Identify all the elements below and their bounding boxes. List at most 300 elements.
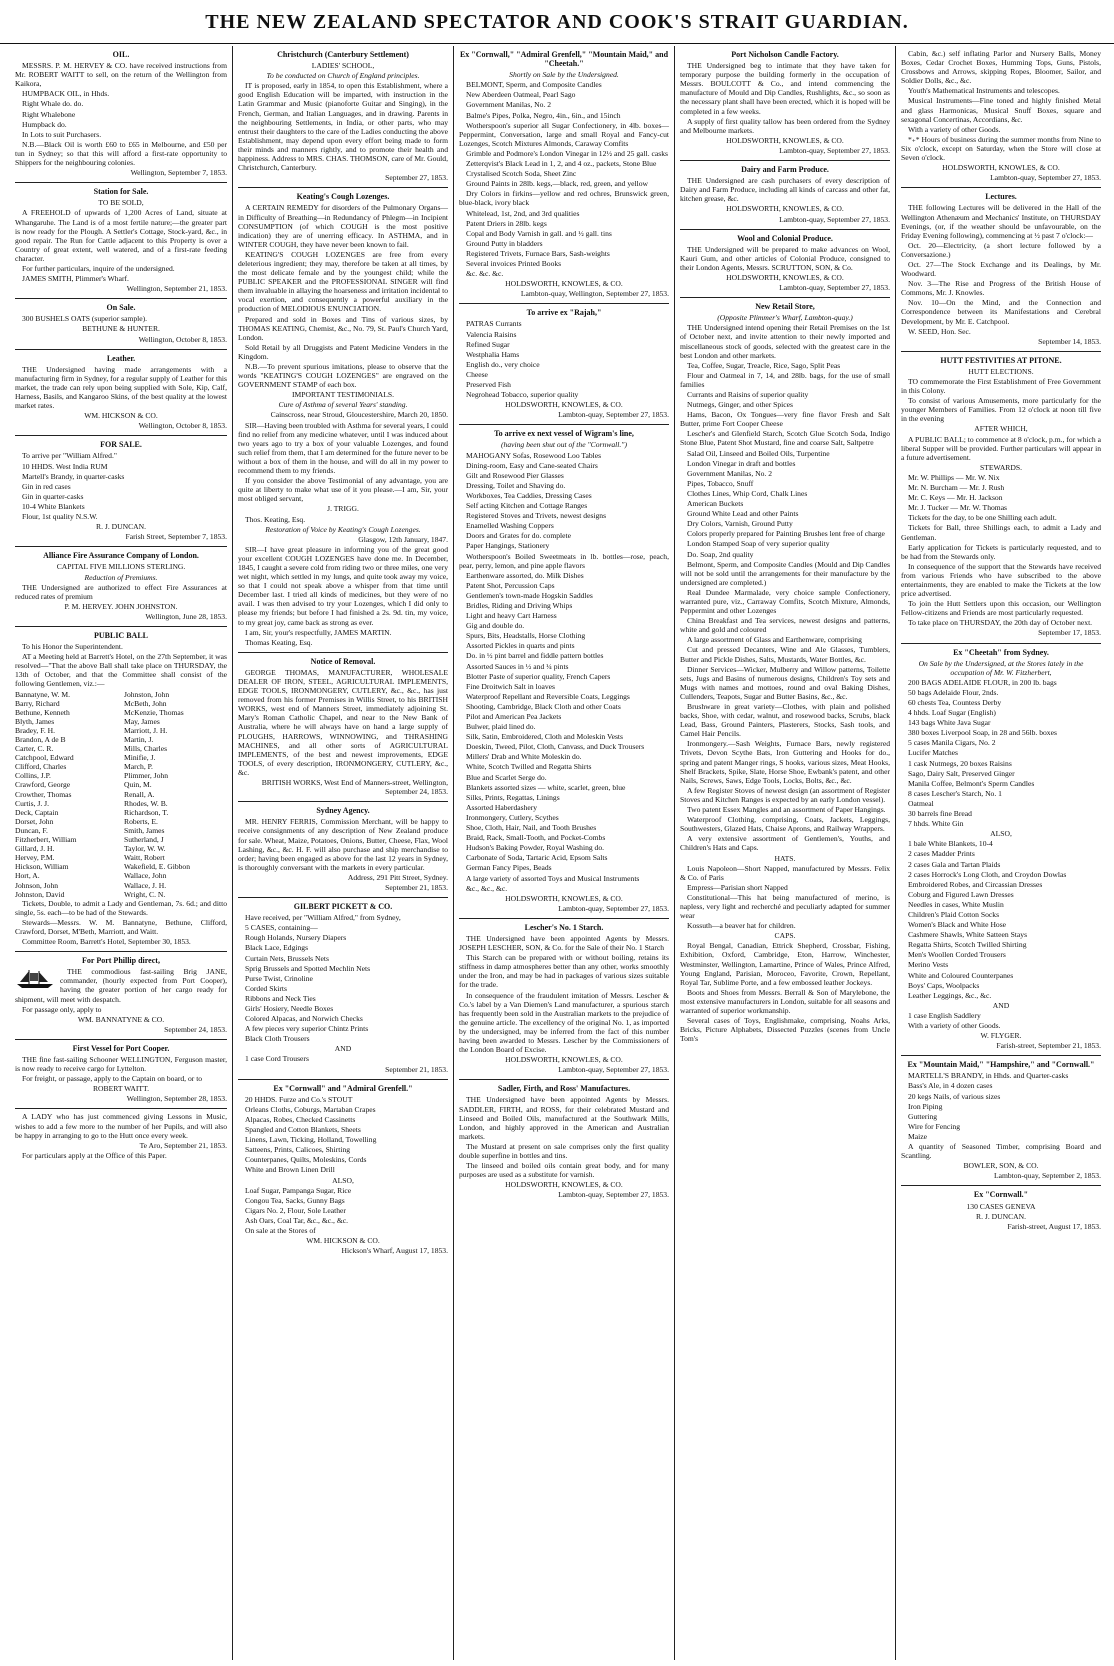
committee-name: Wallace, J. H. <box>124 880 167 890</box>
ad-line: The Mustard at present on sale comprises only the first quality double superfine in bottles and tins. <box>459 1141 669 1161</box>
ad-line: Wellington, September 7, 1853. <box>130 168 227 178</box>
ad-line: Registered Trivets, Furnace Bars, Sash-weights <box>466 248 610 258</box>
ad-line: N.B.—Black Oil is worth £60 to £65 in Melbourne, and £50 per tun in Sydney; so that this will afford a first-rate opportunity to Shippers for the neighbouring colonies. <box>15 139 227 168</box>
ad-line: Humpback do. <box>22 119 67 129</box>
ad-line: Reduction of Premiums. <box>84 572 158 582</box>
committee-name: Dorset, John <box>15 816 54 826</box>
committee-name: Fitzherbert, William <box>15 835 77 845</box>
ad-line: Merino Vests <box>908 960 949 970</box>
ad-line: I am, Sir, your's respectfully, JAMES MARTIN. <box>245 627 392 637</box>
ad-line: Doors and Grates for do. complete <box>466 531 572 541</box>
ad-line: LADIES' SCHOOL, <box>311 61 375 71</box>
ad-line: A large assortment of Glass and Earthenware, comprising <box>687 635 862 645</box>
ad-line: Shooting, Cambridge, Black Cloth and other Coats <box>466 701 621 711</box>
ad-heading: On Sale. <box>106 303 136 313</box>
ad-body <box>238 668 448 796</box>
ad-line: Ground Putty in bladders <box>466 238 543 248</box>
committee-row <box>15 808 227 817</box>
ad-line: THE Undersigned will be prepared to make advances on Wool, Kauri Gum, and other articles of Colonial Produce, consigned to their London Agents, Messrs. SCRUTTON, SON, & Co. <box>680 244 890 272</box>
ad-line: London Vinegar in draft and bottles <box>687 458 796 468</box>
ad-line: Ground White Lead and other Paints <box>687 509 799 519</box>
ad-line: Thomas Keating, Esq. <box>245 637 313 647</box>
ad-line: THE Undersigned having made arrangements with a manufacturing firm in Sydney, for a regular supply of Leather for this market, the trade can rely upon being supplied with Sole, Kip, Calf, Harness, Basils, and Kangaroo Skins, of the best quality at the lowest market rates. <box>15 364 227 411</box>
ad-line: HOLDSWORTH, KNOWLES, & CO. <box>726 272 844 282</box>
advertisement <box>15 952 227 1040</box>
ad-body <box>459 440 669 912</box>
ad-line: Cure of Asthma of several Years' standing. <box>278 400 408 410</box>
ad-line: THE Undersigned are authorized to effect Fire Assurances at reduced rates of premium <box>15 582 227 601</box>
column-5 <box>895 46 1106 1660</box>
advertisement <box>459 919 669 1081</box>
ad-line: MESSRS. P. M. HERVEY & CO. have received instructions from Mr. ROBERT WAITT to sell, on the return of the Wellington from Kaikora, <box>15 61 227 89</box>
advertisement <box>680 46 890 161</box>
ad-line: To his Honor the Superintendent. <box>22 642 123 652</box>
ad-line: A very extensive assortment of Gentlemen's, Youths, and Children's Hats and Caps. <box>680 834 890 853</box>
ad-line: American Buckets <box>687 499 744 509</box>
ad-line: Doeskin, Tweed, Pilot, Cloth, Canvass, and Duck Trousers <box>466 742 645 752</box>
ad-line: MR. HENRY FERRIS, Commission Merchant, will be happy to receive consignments of any description of New Zealand produce for sale. Wheat, Maize, Potatoes, Onions, Butter, Cheese, Flax, Wool Lashing, &c., &c. H. F. will also purchase and ship merchandise to order; having been engaged as above for the last 12 years in Sydney, is thoroughly conversant with the markets in every particular. <box>238 817 448 872</box>
committee-name: Wallace, John <box>124 871 167 881</box>
committee-name: Hort, A. <box>15 871 40 881</box>
ad-line: Bridles, Riding and Driving Whips <box>466 600 573 610</box>
advertisement <box>15 350 227 437</box>
masthead <box>0 0 1114 44</box>
ad-line: Black Cloth Trousers <box>245 1034 310 1044</box>
ad-line: Mr. W. Phillips — Mr. W. Nix <box>908 472 1000 482</box>
committee-name: Wright, C. N. <box>124 889 166 899</box>
ad-line: To take place on THURSDAY, the 20th day of October next. <box>908 618 1093 628</box>
ad-line: Silks, Prints, Regattas, Linings <box>466 792 560 802</box>
ad-line: September 24, 1853. <box>164 1024 227 1034</box>
ad-line: Sprig Brussels and Spotted Mechlin Nets <box>245 963 371 973</box>
committee-name: McBeth, John <box>124 698 167 708</box>
ad-line: 1 case English Saddlery <box>908 1010 981 1020</box>
committee-name: Plimmer, John <box>124 771 168 781</box>
ad-line: 10 HHDS. West India RUM <box>22 461 108 471</box>
ad-line: GEORGE THOMAS, MANUFACTURER, WHOLESALE DEALER OF IRON, STEEL, AGRICULTURAL IMPLEMENTS, EDGE TOOLS, IRONMONGERY, CUTLERY, &c., &c., has just removed from his former Premises in Willis Street, to his BRITISH WORKS, west end of Manners Street, immediately adjoining St. Mary's Roman Catholic Chapel, and near to the New Bank of Australia, where he will always have on hand a large supply of PLOUGHS, HARROWS, WINNOWING, and THRASHING MACHINES, and all other sorts of AGRICULTURAL IMPLEMENTS, of the best and newest improvements, EDGE TOOLS, of every description, IRONMONGERY, CUTLERY, &c., &c. <box>238 667 448 777</box>
ad-line: Boots and Shoes from Messrs. Berrall & Son of Marylebone, the most extensive manufacturers in London, suitable for all seasons and warranted of superior workmanship. <box>680 987 890 1015</box>
ad-line: N.B.—To prevent spurious imitations, please to observe that the words "KEATING'S COUGH LOZENGES" are engraved on the GOVERNMENT STAMP of each box. <box>238 362 448 390</box>
ad-body <box>15 365 227 431</box>
committee-name: Johnston, John <box>124 689 170 699</box>
committee-row <box>15 717 227 726</box>
advertisement <box>901 644 1101 1057</box>
committee-name: Bannatyne, W. M. <box>15 689 71 699</box>
ad-heading: GILBERT PICKETT & CO. <box>293 902 393 912</box>
committee-row <box>15 762 227 771</box>
ad-line: Mr. J. Tucker — Mr. W. Thomas <box>908 503 1008 513</box>
advertisement <box>15 627 227 952</box>
ad-line: To consist of various Amusements, more particularly for the younger Members of Families. From 12 o'clock at noon till five in the evening <box>901 396 1101 424</box>
ad-line: Committee Room, Barrett's Hotel, September 30, 1853. <box>22 937 191 947</box>
ad-line: Waterproof Repellant and Reversible Coats, Leggings <box>466 691 630 701</box>
ad-line: Bulwer, plaid lined do. <box>466 722 536 732</box>
advertisement <box>15 46 227 183</box>
advertisement <box>459 304 669 425</box>
ad-line: Nov. 3—The Rise and Progress of the British House of Commons, Mr. J. Knowles. <box>901 279 1101 298</box>
ad-line: 20 HHDS. Furze and Co.'s STOUT <box>245 1094 353 1104</box>
ad-line: Congou Tea, Sacks, Gunny Bags <box>245 1195 345 1205</box>
ad-heading: Ex "Cornwall," "Admiral Grenfell," "Mountain Maid," and "Cheetah." <box>459 50 669 69</box>
ad-line: J. TRIGG. <box>327 504 359 514</box>
ad-line: BELMONT, Sperm, and Composite Candles <box>466 80 602 90</box>
ad-line: Negrohead Tobacco, superior quality <box>466 390 579 400</box>
committee-row <box>15 835 227 844</box>
ad-line: Flour, 1st quality N.S.W. <box>22 512 98 522</box>
ad-line: AFTER WHICH, <box>974 424 1028 434</box>
ad-line: Guttering <box>908 1111 938 1121</box>
ad-line: W. SEED, Hon. Sec. <box>908 326 971 336</box>
committee-name: Gillard, J. H. <box>15 844 55 854</box>
ad-line: Wellington, October 8, 1853. <box>138 421 227 431</box>
column-2 <box>232 46 453 1660</box>
committee-name: Smith, James <box>124 825 165 835</box>
committee-name: Marriott, J. H. <box>124 725 168 735</box>
ad-line: Silk, Satin, Embroidered, Cloth and Moleskin Vests <box>466 732 624 742</box>
committee-row <box>15 817 227 826</box>
ad-body <box>15 642 227 946</box>
ad-line: Light and heavy Cart Harness <box>466 611 557 621</box>
ad-line: 130 CASES GENEVA <box>966 1201 1036 1211</box>
ad-line: Musical Instruments—Fine toned and highly finished Metal and glass Harmonicas, Musical Snuff Boxes, square and sexagonal Concertinas, Accordians, &c. <box>901 96 1101 124</box>
ad-line: Valencia Raisins <box>466 329 517 339</box>
committee-name: Bradey, F. H. <box>15 725 56 735</box>
ad-body <box>15 1055 227 1103</box>
ad-heading: OIL. <box>112 50 130 59</box>
ad-line: Lambton-quay, September 27, 1853. <box>558 1190 669 1200</box>
ad-line: Women's Black and White Hose <box>908 920 1007 930</box>
ad-line: Earthenware assorted, do. Milk Dishes <box>466 570 584 580</box>
ad-line: Currants and Raisins of superior quality <box>687 390 809 399</box>
ad-line: 2 cases Gala and Tartan Plaids <box>908 859 1001 869</box>
ad-line: ALSO, <box>332 1175 354 1185</box>
ad-line: 2 cases Horrock's Long Cloth, and Croydon Dowlas <box>908 869 1067 879</box>
ad-body <box>238 61 448 182</box>
ad-body <box>680 176 890 223</box>
committee-name: Quin, M. <box>124 780 152 790</box>
ad-line: For further particulars, inquire of the undersigned. <box>22 263 175 273</box>
committee-row <box>15 726 227 735</box>
ad-line: HOLDSWORTH, KNOWLES, & CO. <box>942 163 1060 173</box>
newspaper-columns <box>10 46 1106 1660</box>
committee-name: Mills, Charles <box>124 744 168 754</box>
committee-name: Renall, A. <box>124 789 155 799</box>
advertisement <box>238 898 448 1080</box>
ad-body <box>238 817 448 892</box>
ad-line: With a variety of other Goods. <box>908 124 1001 134</box>
committee-row <box>15 826 227 835</box>
committee-name: Curtis, J. J. <box>15 798 49 808</box>
ad-line: Millers' Drab and White Moleskin do. <box>466 752 582 762</box>
ad-line: HOLDSWORTH, KNOWLES, & CO. <box>505 400 623 410</box>
ad-heading: Wool and Colonial Produce. <box>737 233 833 243</box>
column-4 <box>674 46 895 1660</box>
committee-row <box>15 871 227 880</box>
ad-line: 300 BUSHELS OATS (superior sample). <box>22 314 148 324</box>
ad-body <box>15 314 227 343</box>
committee-row <box>15 890 227 899</box>
ad-line: Sago, Dairy Salt, Preserved Ginger <box>908 768 1015 778</box>
advertisement <box>901 1056 1101 1186</box>
ad-line: Oct. 27—The Stock Exchange and its Dealings, by Mr. Woodward. <box>901 259 1101 279</box>
ad-line: For particulars apply at the Office of this Paper. <box>22 1150 167 1160</box>
ad-line: Dry Colors, Varnish, Ground Putty <box>687 519 793 529</box>
ad-line: Ironmongery.—Sash Weights, Furnace Bars, newly registered Trivets, Devon Scythe Bats, Iron Guttering and Hooks for do., spring and patent Manger rings, S hooks, various sizes, Meat Hooks, Shelf Brackets, Spike, Slate, Horse Shoe, Ewbank's patent, and other Nails, Screws, Saws, Edge Tools, Locks, Bolts, &c., &c. <box>680 739 890 785</box>
committee-row <box>15 790 227 799</box>
ad-line: Curtain Nets, Brussels Nets <box>245 953 329 963</box>
committee-row <box>15 771 227 780</box>
ad-line: *₊* Hours of business during the summer months from Nine to Six o'clock, except on Saturday, when the Store will close at Seven o'clock. <box>901 134 1101 163</box>
ad-line: BOWLER, SON, & CO. <box>963 1161 1039 1171</box>
ad-body <box>459 319 669 419</box>
ad-line: Lambton-quay, September 27, 1853. <box>779 214 890 224</box>
ad-line: Regatta Shirts, Scotch Twilled Shirting <box>908 940 1027 950</box>
ad-line: Tickets, Double, to admit a Lady and Gentleman, 7s. 6d.; and ditto single, 5s. each—to be had of the Stewards. <box>15 898 227 917</box>
ad-line: Wotherspoon's superior all Sugar Confectionery, in 4lb. boxes—Peppermint, Conversation, large and small Royal and Fancy-cut Lozenges, Scotch Mixtures Almonds, Caraway Comfits <box>459 120 669 148</box>
ad-body <box>680 313 890 1043</box>
advertisement <box>901 46 1101 188</box>
ad-line: Lambton-quay, September 27, 1853. <box>779 283 890 293</box>
advertisement <box>15 1040 227 1110</box>
ad-line: Spangled and Cotton Blankets, Sheets <box>245 1125 361 1135</box>
ad-line: Loaf Sugar, Pampanga Sugar, Rice <box>245 1185 352 1195</box>
ad-line: On sale at the Stores of <box>245 1225 316 1235</box>
ad-line: Flour and Oatmeal in 7, 14, and 28lb. bags, for the use of small families <box>680 370 890 389</box>
committee-name: Minifie, J. <box>124 753 156 763</box>
committee-row <box>15 881 227 890</box>
committee-name: Deck, Captain <box>15 807 59 817</box>
advertisement <box>15 436 227 547</box>
ad-line: HATS. <box>774 853 796 863</box>
ad-line: September 21, 1853. <box>385 882 448 892</box>
ad-line: Glasgow, 12th January, 1847. <box>358 534 448 544</box>
ad-line: Hams, Bacon, Ox Tongues—very fine flavor Fresh and Salt Butter, prime Fort Cooper Cheese <box>680 410 890 429</box>
ad-heading: Ex "Cornwall." <box>973 1190 1029 1200</box>
ad-line: Do. in ½ pint barrel and fiddle pattern bottles <box>466 651 604 661</box>
ad-line: Whitelead, 1st, 2nd, and 3rd qualities <box>466 208 580 218</box>
advertisement <box>901 1186 1101 1235</box>
ad-heading: Lectures. <box>985 192 1017 202</box>
ad-line: Shortly on Sale by the Undersigned. <box>509 70 619 80</box>
ad-line: R. J. DUNCAN. <box>96 522 146 532</box>
ad-line: Ash Oars, Coal Tar, &c., &c., &c. <box>245 1215 348 1225</box>
ad-line: AND <box>992 1000 1010 1010</box>
ad-heading: Sydney Agency. <box>316 806 370 816</box>
advertisement <box>459 1080 669 1204</box>
ad-line: 143 bags White Java Sugar <box>908 718 991 728</box>
ad-line: On Sale by the Undersigned, at the Stores lately in the occupation of Mr. W. Fitzherbert, <box>918 658 1084 677</box>
ad-line: Refined Sugar <box>466 339 510 349</box>
committee-name: Bethune, Kenneth <box>15 707 70 717</box>
ad-line: Assorted Haberdashery <box>466 802 538 812</box>
committee-row <box>15 699 227 708</box>
ad-line: September 14, 1853. <box>1038 336 1101 346</box>
ad-heading: For Port Phillip direct, <box>82 956 160 966</box>
ad-line: THE Undersigned have been appointed Agents by Messrs. SADDLER, FIRTH, and ROSS, for their celebrated Mustard and Linseed and Boiled Oils, manufactured at the Southwark Mills, London, and highly approved in the American and Australian markets. <box>459 1095 669 1141</box>
committee-name: Johnson, John <box>15 880 59 890</box>
ad-line: Dressing, Toilet and Shaving do. <box>466 480 566 490</box>
ad-line: AND <box>334 1044 352 1054</box>
ad-line: Wotherspoon's Boiled Sweetmeats in lb. bottles—rose, peach, pear, perry, lemon, and pine apple flavors <box>459 551 669 570</box>
ad-line: Wire for Fencing <box>908 1121 960 1131</box>
ad-line: A FREEHOLD of upwards of 1,200 Acres of Land, situate at Whangaruhe. The Land is of a most fertile nature;—the greater part is now ready for the Plough. A Settler's Cottage, Stock-yard, &c., in good repair. The Run for Cattle adjacent to this Property is over a Country of great extent, well watered, and of a first-rate feeding character. <box>15 208 227 263</box>
ad-line: Constitutional—This hat being manufactured of merino, is napless, very light and recherché and peculiarly adapted for summer wear <box>680 892 890 921</box>
ad-body <box>459 70 669 298</box>
ad-line: THE following Lectures will be delivered in the Hall of the Wellington Athenæum and Mechanics' Institute, on THURSDAY Evenings, (or, if the weather should be unfavourable, on the Friday Evening following), commencing at ½ past 7 o'clock:— <box>901 203 1101 240</box>
ad-line: Cheese <box>466 369 488 379</box>
ad-line: A quantity of Seasoned Timber, comprising Board and Scantling. <box>901 1142 1101 1161</box>
ad-line: Wellington, September 21, 1853. <box>126 284 227 294</box>
ad-line: Blotter Paste of superior quality, French Capers <box>466 671 611 681</box>
ad-line: In Lots to suit Purchasers. <box>22 129 102 139</box>
ad-body <box>15 198 227 293</box>
ad-line: A supply of first quality tallow has been ordered from the Sydney and Melbourne markets. <box>680 116 890 135</box>
ad-heading: Station for Sale. <box>93 187 149 197</box>
ad-line: Lambton-quay, September 27, 1853. <box>558 1065 669 1075</box>
ad-line: A few pieces very superior Chintz Prints <box>245 1024 369 1034</box>
advertisement <box>680 230 890 299</box>
committee-name: Brandon, A de B <box>15 735 66 744</box>
ad-line: 10-4 White Blankets <box>22 501 85 511</box>
ad-line: ROBERT WAITT. <box>92 1084 150 1094</box>
ad-line: September 17, 1853. <box>1038 628 1101 638</box>
ad-line: To arrive per "William Alfred." <box>22 451 117 461</box>
ad-line: 5 CASES, containing— <box>245 923 318 933</box>
ad-heading: Port Nicholson Candle Factory. <box>731 50 839 59</box>
ad-line: Bass's Ale, in 4 dozen cases <box>908 1081 993 1091</box>
ad-line: THE Undersigned intend opening their Retail Premises on the 1st of October next, and invite attention to their newly imported and miscellaneous stock of goods, selected with the greatest care in the best London and other markets. <box>680 323 890 360</box>
ad-line: German Fancy Pipes, Beads <box>466 863 552 873</box>
committee-name: Hickson, William <box>15 862 69 872</box>
ad-line: Address, 291 Pitt Street, Sydney. <box>347 872 448 882</box>
committee-name: Hervey, P.M. <box>15 853 55 863</box>
ad-body <box>15 562 227 621</box>
advertisement <box>459 425 669 919</box>
ad-line: THE commodious fast-sailing Brig JANE, commander, (hourly expected from Port Cooper), having the greater portion of her cargo ready for shipment, will meet with despatch. <box>15 967 227 1004</box>
ad-line: Several invoices Printed Books <box>466 258 562 268</box>
ad-body <box>459 934 669 1074</box>
ad-line: A few Register Stoves of newest design (an assortment of Register Stoves and Kitchen Ranges is expected by an early London vessel). <box>680 785 890 804</box>
ad-heading: Sadler, Firth, and Ross' Manufactures. <box>497 1084 631 1094</box>
ad-line: In consequence of the fraudulent imitation of Messrs. Lescher & Co.'s label by a Van Diemen's Land manufacturer, a spurious starch has frequently been sold in the Australian markets to the prejudice of the genuine article. The excellency of the original No. 1, as imported by the undersigned, may be inferred from the fact of this number having been awarded to Messrs. Lescher by the Commissioners of the London Board of Excise. <box>459 990 669 1055</box>
ad-line: Grimble and Podmore's London Vinegar in 12½ and 25 gall. casks <box>466 148 668 158</box>
committee-name: Blyth, James <box>15 716 55 726</box>
advertisement <box>901 352 1101 644</box>
ad-line: P. M. HERVEY. JOHN JOHNSTON. <box>64 601 178 611</box>
ad-line: ALSO, <box>990 829 1012 839</box>
ad-line: Brushware in great variety—Clothes, with plain and polished backs, Shoe, with cedar, walnut, and rosewood backs, Scrubs, black Lead, Bass, Ground Painters, Plasterers, Stocks, Sash tools, and Camel Hair Pencils. <box>680 702 890 739</box>
ad-line: Blue and Scarlet Serge do. <box>466 772 547 782</box>
ad-body <box>459 1095 669 1199</box>
ad-line: Colors properly prepared for Painting Brushes lent free of charge <box>687 529 885 539</box>
ad-line: Assorted Sauces in ½ and ¼ pints <box>466 661 569 671</box>
ad-line: &c., &c., &c. <box>466 883 508 893</box>
ad-line: 1 cask Nutmegs, 20 boxes Raisins <box>908 758 1012 768</box>
ad-heading: Ex "Mountain Maid," "Hampshire," and "Cornwall." <box>907 1060 1095 1070</box>
ad-heading: HUTT FESTIVITIES AT PITONE. <box>940 355 1062 365</box>
ad-line: Government Manilas, No. 2 <box>687 468 772 478</box>
ad-line: Zetterqvist's Black Lead in 1, 2, and 4 oz., packets, Stone Blue <box>466 159 657 169</box>
ad-line: Wellington, September 28, 1853. <box>126 1094 227 1104</box>
ad-line: Farish-street, September 21, 1853. <box>996 1041 1101 1051</box>
ad-line: 4 hhds. Loaf Sugar (English) <box>908 708 996 718</box>
committee-name: Sutherland, J <box>124 835 164 845</box>
ad-line: Orleans Cloths, Coburgs, Martaban Crapes <box>245 1104 376 1114</box>
advertisement <box>15 299 227 349</box>
ad-line: Gentlemen's town-made Hogskin Saddles <box>466 590 593 600</box>
committee-row <box>15 708 227 717</box>
ad-body <box>901 659 1101 1051</box>
ad-line: BETHUNE & HUNTER. <box>82 324 160 334</box>
ad-line: Te Aro, September 21, 1853. <box>139 1140 227 1150</box>
ad-line: Registered Stoves and Trivets, newest designs <box>466 511 607 521</box>
advertisement <box>238 188 448 653</box>
ad-body <box>680 61 890 155</box>
ad-line: Self acting Kitchen and Cottage Ranges <box>466 501 588 511</box>
advertisement <box>15 183 227 299</box>
ad-line: Needles in cases, White Muslin <box>908 899 1004 909</box>
ad-line: SIR—I have great pleasure in informing you of the great good your excellent COUGH LOZENGES have done me. In December, 1845, I caught a severe cold from riding two or three miles, one very wet night, which settled in my lungs, and quite took away my voice, so that I could not speak above a whisper from that time until December last. I tried all kinds of medicines, but they were of no avail. I was then advised to try your Lozenges, which I did only to please my friends; but before I had finished a 2s. 9d. tin, my voice, to my great joy, came back as strong as ever. <box>238 544 448 627</box>
committee-row <box>15 799 227 808</box>
ad-line: Pilot and American Pea Jackets <box>466 712 562 721</box>
ad-line: Government Manilas, No. 2 <box>466 100 551 110</box>
ad-line: Cigars No. 2, Flour, Sole Leather <box>245 1205 346 1215</box>
ad-line: Braid, Rack, Small-Tooth, and Pocket-Combs <box>466 833 606 843</box>
committee-name: Catchpool, Edward <box>15 753 74 763</box>
ad-line: Linens, Lawn, Ticking, Holland, Towelling <box>245 1135 377 1145</box>
ad-line: TO commemorate the First Establishment of Free Government in this Colony. <box>901 377 1101 396</box>
ad-body <box>680 245 890 292</box>
ad-line: Ironmongery, Cutlery, Scythes <box>466 812 559 822</box>
ad-line: Cut and pressed Decanters, Wine and Ale Glasses, Tumblers, Butter and Pickle Dishes, Salts, Mustards, Water Bottles, &c. <box>680 645 890 664</box>
ad-line: KEATING'S COUGH LOZENGES are free from every deleterious ingredient; they may, therefore be taken at all times, by the most delicate female and by the youngest child; while the PUBLIC SPEAKER and the PROFESSIONAL SINGER will find them invaluable in allaying the hoarseness and irritation incidental to vocal exertion, and consequently a powerful auxiliary in the production of MELODIOUS ENUNCIATION. <box>238 249 448 314</box>
ad-line: Iron Piping <box>908 1101 943 1111</box>
ad-line: Enamelled Washing Coppers <box>466 521 554 531</box>
ad-heading: PUBLIC BALL <box>93 630 148 640</box>
ad-line: For freight, or passage, apply to the Captain on board, or to <box>22 1074 203 1084</box>
ad-line: Crystalised Scotch Soda, Sheet Zinc <box>466 169 577 179</box>
ad-line: Farish-street, August 17, 1853. <box>1007 1221 1101 1231</box>
ad-line: Salad Oil, Linseed and Boiled Oils, Turpentine <box>687 448 830 458</box>
ad-line: Maize <box>908 1131 927 1141</box>
ad-line: IT is proposed, early in 1854, to open this Establishment, where a good English Education will be imparted, with instruction in the Latin Grammar and Music (pianoforte Guitar and Singing), in the French, German, and Italian Languages, and in drawing. Parents in the neighbouring Settlements, in India, or other parts, who may entrust their daughters to the care of the Ladies conducting the above Establishment, may depend upon every effort being made to form their minds and manners rightly, and to promote their health and happiness. Address to MRS. CHAS. THOMSON, care of Mr. Gould, Christchurch, Canterbury. <box>238 81 448 173</box>
ad-line: White and Brown Linen Drill <box>245 1165 335 1175</box>
committee-name: Rhodes, W. B. <box>124 798 168 808</box>
ad-line: WM. HICKSON & CO. <box>306 1236 380 1246</box>
ad-line: Balme's Pipes, Polka, Negro, 4in., 6in., and 15inch <box>466 110 621 120</box>
ad-line: Early application for Tickets is particularly requested, and to be had from the Stewards only. <box>901 542 1101 561</box>
committee-row <box>15 862 227 871</box>
ad-heading: New Retail Store, <box>755 302 815 312</box>
ad-line: Fine Droitwich Salt in loaves <box>466 681 556 691</box>
ad-line: Coburg and Figured Lawn Dresses <box>908 889 1014 899</box>
ad-line: Wellington, June 28, 1853. <box>145 611 227 621</box>
advertisement <box>680 161 890 230</box>
ad-line: Preserved Fish <box>466 380 511 389</box>
ad-line: Empress—Parisian short Napped <box>687 882 788 892</box>
ad-line: MAHOGANY Sofas, Rosewood Loo Tables <box>466 450 602 460</box>
ad-line: Patent Shot, Percussion Caps <box>466 580 555 590</box>
ad-line: Wellington, October 8, 1853. <box>138 334 227 344</box>
ad-body <box>901 1202 1101 1231</box>
ad-line: A PUBLIC BALL; to commence at 8 o'clock, p.m., for which a liberal Supper will be provided. Further particulars will appear in a future advertisement. <box>901 434 1101 462</box>
ad-line: Patent Driers in 28lb. kegs <box>466 218 547 228</box>
ad-line: 380 boxes Liverpool Soap, in 28 and 56lb. boxes <box>908 728 1057 738</box>
ad-body <box>901 1071 1101 1180</box>
committee-name: Clifford, Charles <box>15 762 67 772</box>
ad-line: Purse Twist, Crinoline <box>245 973 313 983</box>
committee-row <box>15 690 227 699</box>
